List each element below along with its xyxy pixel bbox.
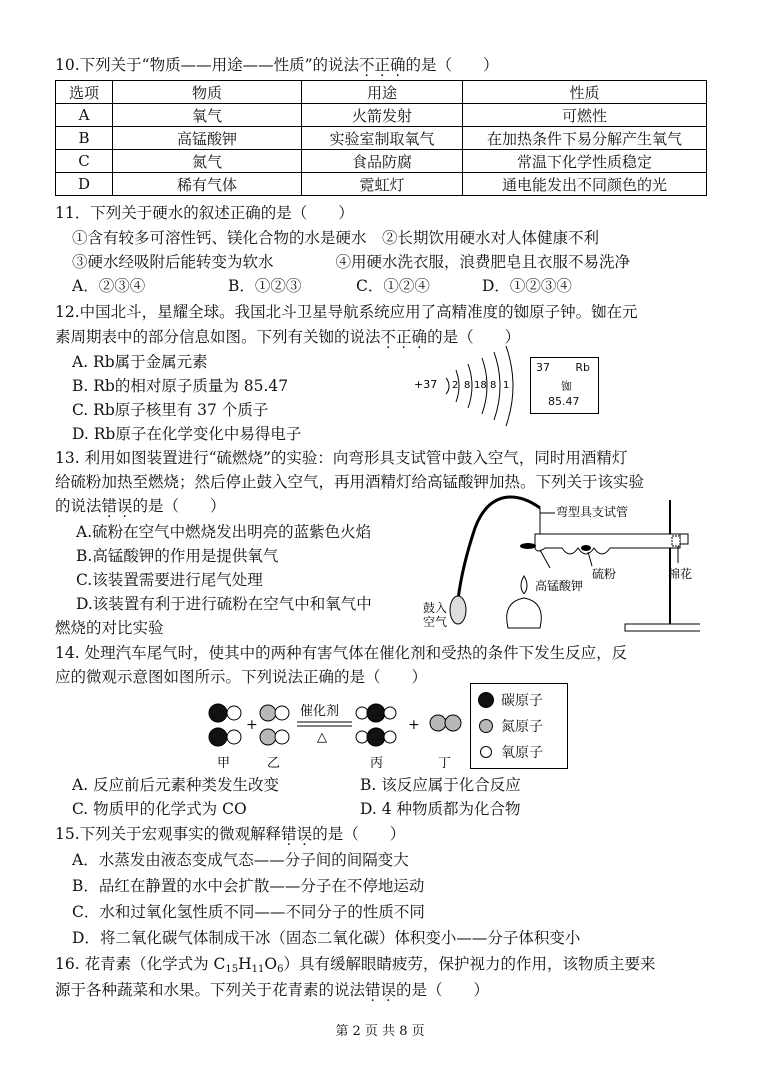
kmno4-powder [520, 543, 536, 549]
air-label-line1: 鼓入 [423, 601, 448, 615]
q11-stem: 11．下列关于硬水的叙述正确的是（ ） [55, 204, 354, 222]
kmno4-label: 高锰酸钾 [535, 579, 584, 593]
table-cell: 氧气 [113, 104, 302, 127]
table-row [56, 150, 707, 173]
q15-stem: 15.下列关于宏观事实的微观解释错误的是（ ） [55, 825, 406, 843]
apparatus-diagram [420, 488, 700, 638]
plus-sign: + [246, 717, 258, 733]
oxygen-atom [384, 707, 396, 719]
cotton-label: 棉花 [668, 567, 693, 581]
table-cell: 霓虹灯 [302, 173, 463, 196]
reaction-micro-diagram [200, 695, 470, 773]
atom-legend [470, 683, 568, 769]
q13-option-c: C.该装置需要进行尾气处理 [76, 571, 263, 589]
q11-option-b: B．①②③ [228, 277, 302, 295]
q13-stem-line2: 给硫粉加热至燃烧；然后停止鼓入空气，再用酒精灯给高锰酸钾加热。下列关于该实验 [55, 473, 645, 491]
substance-label-ding: 丁 [438, 756, 452, 771]
table-header: 物质 [113, 81, 302, 104]
q14-option-d: D. 4 种物质都为化合物 [360, 800, 521, 818]
q15-option-d: D．将二氧化碳气体制成干冰（固态二氧化碳）体积变小——分子体积变小 [72, 929, 581, 947]
q16-stem-line2: 源于各种蔬菜和水果。下列关于花青素的说法错误的是（ ） [55, 981, 490, 999]
table-header-row [56, 81, 707, 104]
nitrogen-atom [430, 715, 446, 731]
table-cell: C [56, 150, 113, 173]
sulfur-powder [581, 545, 591, 551]
flame [521, 576, 527, 594]
table-cell: B [56, 127, 113, 150]
carbon-atom [209, 728, 227, 746]
q10-stem: 10.下列关于“物质——用途——性质”的说法不正确的是（ ） [55, 56, 499, 74]
q11-statement-line: ①含有较多可溶性钙、镁化合物的水是硬水 ②长期饮用硬水对人体健康不利 [72, 229, 600, 247]
table-cell: 食品防腐 [302, 150, 463, 173]
sulfur-label: 硫粉 [592, 567, 617, 581]
table-cell: 氮气 [113, 150, 302, 173]
shell-electrons: 8 [490, 380, 497, 391]
shell-electrons: 8 [464, 380, 471, 391]
table-cell: 实验室制取氧气 [302, 127, 463, 150]
nitrogen-atom [260, 729, 276, 745]
label-pointer [588, 552, 592, 566]
q13-option-d: D.该装置有利于进行硫粉在空气中和氧气中 [76, 595, 372, 613]
table-cell: 通电能发出不同颜色的光 [463, 173, 707, 196]
element-symbol: Rb [575, 361, 590, 374]
substance-label-bing: 丙 [370, 756, 384, 771]
q12-option-a: A. Rb属于金属元素 [72, 353, 208, 371]
oxygen-atom [227, 706, 241, 720]
cotton [672, 536, 680, 546]
table-row [56, 173, 707, 196]
q13-option-a: A.硫粉在空气中燃烧发出明亮的蓝紫色火焰 [76, 523, 372, 541]
table-cell: 可燃性 [463, 104, 707, 127]
oxygen-atom [356, 731, 368, 743]
table-cell: D [56, 173, 113, 196]
q10-table [55, 80, 707, 196]
oxygen-atom [275, 730, 289, 744]
catalyst-label: 催化剂 [300, 704, 340, 719]
carbon-atom [367, 728, 385, 746]
table-cell: 稀有气体 [113, 173, 302, 196]
table-header: 用途 [302, 81, 463, 104]
q14-option-b: B. 该反应属于化合反应 [360, 776, 521, 794]
label-pointer [540, 550, 550, 568]
q16-stem-line1: 16. 花青素（化学式为 $C_{15}H_{11}O_6$）具有缓解眼睛疲劳，保护视力的作用，该物质主要来 [55, 955, 656, 975]
q12-option-d: D. Rb原子在化学变化中易得电子 [72, 425, 302, 443]
heat-label: △ [317, 730, 327, 745]
oxygen-atom [227, 730, 241, 744]
legend-label: 氧原子 [501, 745, 543, 761]
nitrogen-atom [445, 715, 461, 731]
q12-stem-line2: 素周期表中的部分信息如图。下列有关铷的说法不正确的是（ ） [55, 328, 521, 346]
nucleus-arc [446, 378, 449, 394]
legend-item-carbon [477, 687, 561, 713]
page-footer: 第 2 页 共 8 页 [335, 1024, 425, 1039]
nitrogen-atom [260, 705, 276, 721]
legend-item-nitrogen [477, 713, 561, 739]
carbon-atom [209, 704, 227, 722]
legend-item-oxygen [477, 739, 561, 765]
nucleus-charge: +37 [414, 378, 438, 391]
q11-option-d: D．①②③④ [482, 277, 572, 295]
table-header: 性质 [463, 81, 707, 104]
q15-option-c: C．水和过氧化氢性质不同——不同分子的性质不同 [72, 903, 425, 921]
oxygen-atom [275, 706, 289, 720]
oxygen-atom [384, 731, 396, 743]
q13-stem-line1: 13. 利用如图装置进行“硫燃烧”的实验：向弯形具支试管中鼓入空气，同时用酒精灯 [55, 449, 628, 467]
atomic-mass: 85.47 [548, 395, 580, 408]
q14-stem-line2: 应的微观示意图如图所示。下列说法正确的是（ ） [55, 668, 428, 686]
curved-test-tube [535, 534, 680, 554]
substance-label-yi: 乙 [267, 756, 281, 771]
q15-option-b: B．品红在静置的水中会扩散——分子在不停地运动 [72, 877, 425, 895]
shell-electrons: 18 [474, 380, 487, 391]
legend-label: 碳原子 [501, 693, 543, 709]
table-cell: A [56, 104, 113, 127]
table-header: 选项 [56, 81, 113, 104]
q14-stem-line1: 14. 处理汽车尾气时，使其中的两种有害气体在催化剂和受热的条件下发生反应，反 [55, 644, 628, 662]
q13-option-b: B.高锰酸钾的作用是提供氧气 [76, 547, 279, 565]
q13-stem-line3: 的说法错误的是（ ） [55, 497, 226, 515]
carbon-atom-icon [477, 691, 495, 709]
q11-statement-line: ③硬水经吸附后能转变为软水 ④用硬水洗衣服，浪费肥皂且衣服不易洗净 [72, 253, 631, 271]
oxygen-atom [356, 707, 368, 719]
table-cell: 常温下化学性质稳定 [463, 150, 707, 173]
nitrogen-atom-icon [477, 717, 495, 735]
shell-electrons: 1 [503, 380, 510, 391]
element-name: 铷 [561, 380, 572, 393]
table-row [56, 104, 707, 127]
air-bulb [450, 596, 466, 624]
table-row [56, 127, 707, 150]
q13-option-d-continued: 燃烧的对比实验 [55, 619, 164, 637]
oxygen-atom-icon [477, 743, 495, 761]
table-cell: 在加热条件下易分解产生氧气 [463, 127, 707, 150]
shell-electrons: 2 [452, 380, 459, 391]
q14-option-a: A. 反应前后元素种类发生改变 [72, 776, 280, 794]
plus-sign: + [408, 717, 420, 733]
q14-option-c: C. 物质甲的化学式为 CO [72, 800, 247, 818]
atomic-number: 37 [536, 361, 550, 374]
q12-option-c: C. Rb原子核里有 37 个质子 [72, 401, 269, 419]
stand-base [625, 624, 700, 631]
table-cell: 火箭发射 [302, 104, 463, 127]
atom-structure-diagram [412, 340, 522, 430]
q11-option-c: C．①②④ [356, 277, 430, 295]
air-label-line2: 空气 [423, 615, 448, 629]
alcohol-lamp [507, 598, 542, 628]
q15-option-a: A．水蒸发由液态变成气态——分子间的间隔变大 [72, 851, 409, 869]
periodic-table-cell [530, 357, 599, 414]
legend-label: 氮原子 [501, 719, 543, 735]
q11-option-a: A．②③④ [72, 277, 146, 295]
carbon-atom [367, 704, 385, 722]
q12-option-b: B. Rb的相对原子质量为 85.47 [72, 377, 289, 395]
tube-label: 弯型具支试管 [556, 505, 629, 519]
table-cell: 高锰酸钾 [113, 127, 302, 150]
q12-stem-line1: 12.中国北斗，星耀全球。我国北斗卫星导航系统应用了高精准度的铷原子钟。铷在元 [55, 303, 638, 321]
substance-label-jia: 甲 [217, 756, 231, 771]
